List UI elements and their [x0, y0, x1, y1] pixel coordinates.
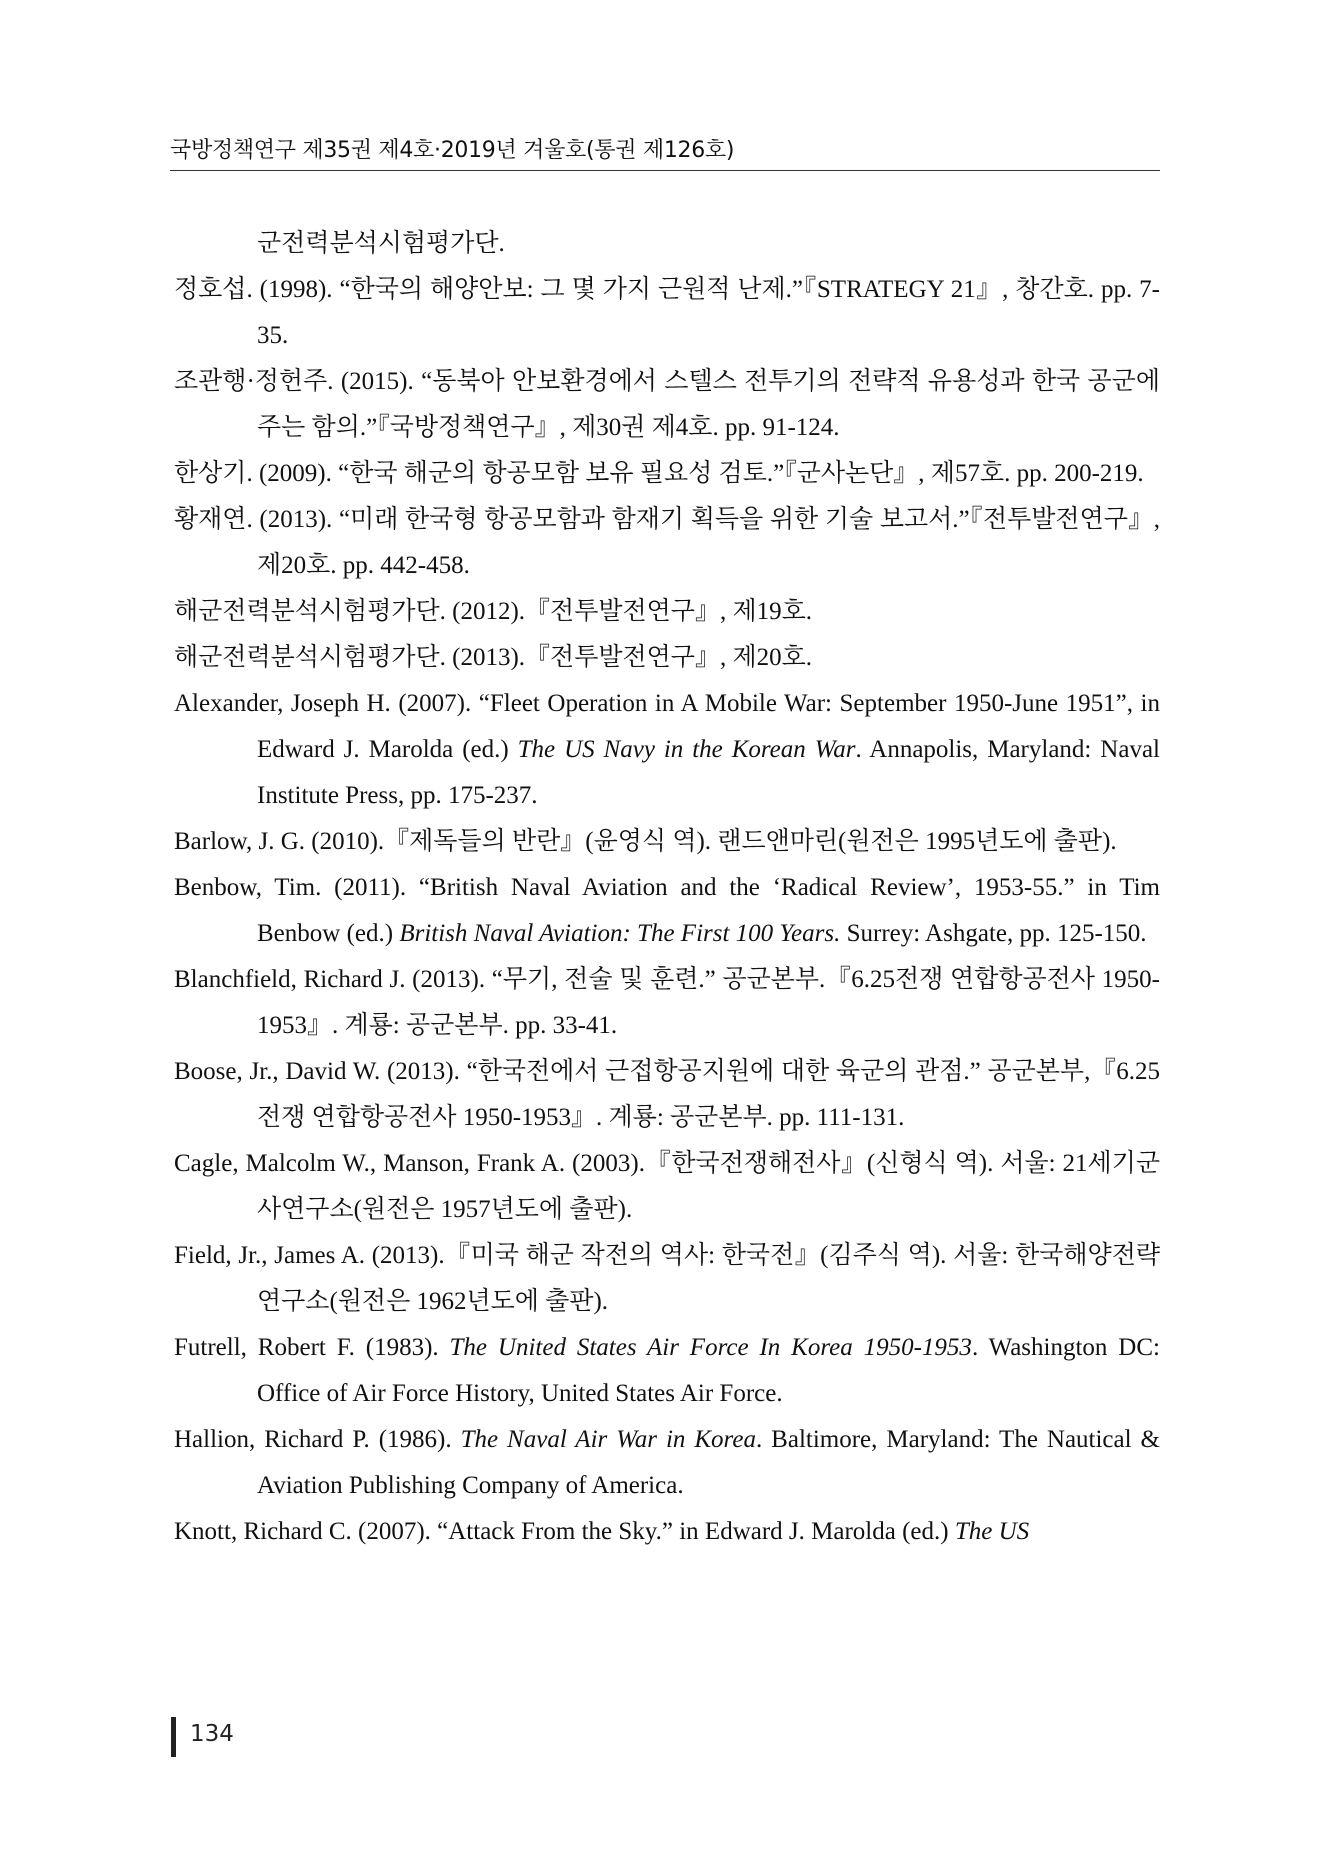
reference-text: Futrell, Robert F. (1983).: [174, 1334, 450, 1361]
reference-continuation: 군전력분석시험평가단.: [257, 230, 505, 257]
reference-text: Blanchfield, Richard J. (2013). “무기, 전술 및 훈련.” 공군본부.『6.25전쟁 연합항공전사 1950-1953』. 계룡: 공군본부. pp. 33-41.: [174, 966, 1160, 1039]
reference-text: 해군전력분석시험평가단. (2012).『전투발전연구』, 제19호.: [174, 598, 813, 625]
reference-entry: [174, 497, 1160, 589]
reference-text: Hallion, Richard P. (1986).: [174, 1426, 461, 1453]
page-number: 134: [190, 1721, 234, 1747]
reference-text: . Annapolis, Maryland: Naval Institute Press, pp. 175-237.: [257, 736, 1160, 809]
reference-entry: [174, 1325, 1160, 1417]
reference-text: Surrey: Ashgate, pp. 125-150.: [840, 920, 1147, 947]
reference-entry: [174, 451, 1160, 497]
reference-entry: [174, 957, 1160, 1049]
reference-text: Barlow, J. G. (2010).『제독들의 반란』(윤영식 역). 랜드앤마린(원전은 1995년도에 출판).: [174, 828, 1117, 855]
reference-title-italic: British Naval Aviation: The First 100 Years.: [399, 920, 841, 947]
reference-text: 조관행·정헌주. (2015). “동북아 안보환경에서 스텔스 전투기의 전략적 유용성과 한국 공군에 주는 함의.”『국방정책연구』, 제30권 제4호. pp. 91-124.: [174, 368, 1160, 441]
reference-entry: [174, 267, 1160, 359]
reference-title-italic: The US Navy in the Korean War: [517, 736, 856, 763]
reference-list: [174, 221, 1160, 1555]
reference-entry: [174, 1233, 1160, 1325]
reference-text: Field, Jr., James A. (2013).『미국 해군 작전의 역사: 한국전』(김주식 역). 서울: 한국해양전략연구소(원전은 1962년도에 출판).: [174, 1242, 1160, 1315]
reference-text: 정호섭. (1998). “한국의 해양안보: 그 몇 가지 근원적 난제.”『STRATEGY 21』, 창간호. pp. 7-35.: [174, 276, 1160, 349]
reference-entry: [174, 819, 1160, 865]
reference-entry: [174, 1141, 1160, 1233]
reference-text: Cagle, Malcolm W., Manson, Frank A. (2003).『한국전쟁해전사』(신형식 역). 서울: 21세기군사연구소(원전은 1957년도에 출판).: [174, 1150, 1160, 1223]
reference-title-italic: The Naval Air War in Korea: [460, 1426, 756, 1453]
reference-entry: [174, 865, 1160, 957]
reference-text: Boose, Jr., David W. (2013). “한국전에서 근접항공지원에 대한 육군의 관점.” 공군본부,『6.25전쟁 연합항공전사 1950-1953』. 계룡: 공군본부. pp. 111-131.: [174, 1058, 1160, 1131]
reference-text: Knott, Richard C. (2007). “Attack From the Sky.” in Edward J. Marolda (ed.): [174, 1518, 955, 1545]
reference-entry: [174, 1417, 1160, 1509]
reference-text: 해군전력분석시험평가단. (2013).『전투발전연구』, 제20호.: [174, 644, 813, 671]
reference-entry: [174, 1509, 1160, 1555]
reference-text: . Washington DC: Office of Air Force History, United States Air Force.: [257, 1334, 1160, 1407]
header-rule: [170, 170, 1160, 171]
reference-title-italic: The US: [954, 1518, 1030, 1545]
running-header: 국방정책연구 제35권 제4호·2019년 겨울호(통권 제126호): [170, 138, 735, 163]
reference-text: 황재연. (2013). “미래 한국형 항공모함과 함재기 획득을 위한 기술 보고서.”『전투발전연구』, 제20호. pp. 442-458.: [174, 506, 1160, 579]
reference-entry: [174, 589, 1160, 635]
page-number-marker: [171, 1717, 176, 1757]
reference-entry: [174, 1049, 1160, 1141]
reference-entry: [174, 681, 1160, 819]
reference-text: . Baltimore, Maryland: The Nautical & Aviation Publishing Company of America.: [257, 1426, 1160, 1499]
reference-text: Alexander, Joseph H. (2007). “Fleet Operation in A Mobile War: September 1950-June 1951”, in Edward J. Marolda (ed.): [174, 690, 1160, 763]
reference-entries: [174, 267, 1160, 1555]
reference-entry: [174, 635, 1160, 681]
reference-text: Benbow, Tim. (2011). “British Naval Aviation and the ‘Radical Review’, 1953-55.” in Tim Benbow (ed.): [174, 874, 1160, 947]
reference-title-italic: The United States Air Force In Korea 1950-1953: [449, 1334, 972, 1361]
reference-text: 한상기. (2009). “한국 해군의 항공모함 보유 필요성 검토.”『군사논단』, 제57호. pp. 200-219.: [174, 460, 1144, 487]
reference-entry: [174, 359, 1160, 451]
